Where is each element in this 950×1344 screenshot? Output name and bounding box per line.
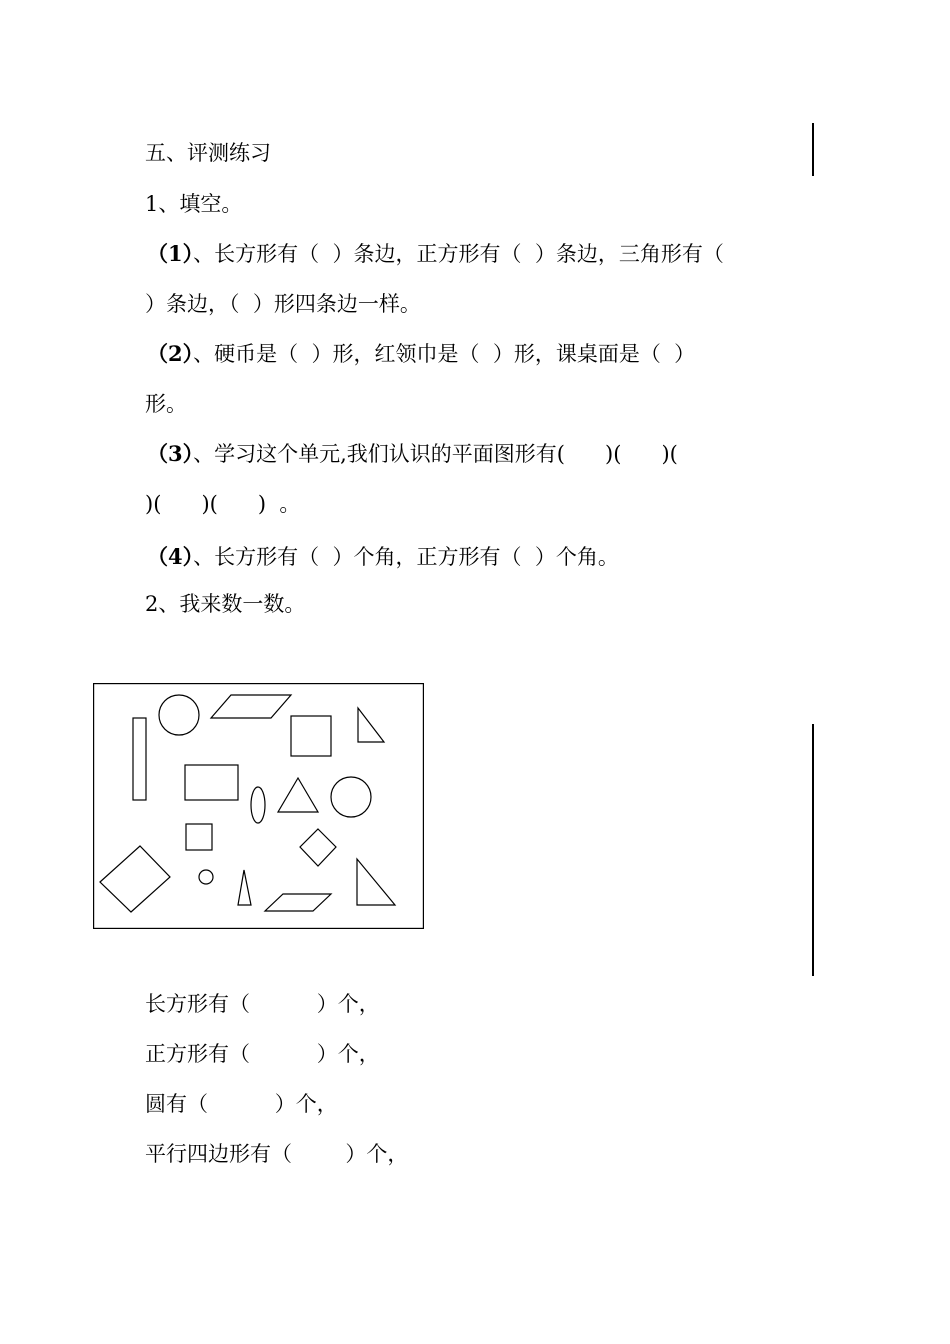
- parallelogram-2: [265, 894, 331, 911]
- q1-item-4-text: 、长方形有（ ）个角，正方形有（ ）个角。: [193, 545, 619, 569]
- right-triangle-1: [358, 708, 384, 742]
- question-1-title: 1、填空。: [145, 192, 243, 216]
- right-triangle-2: [357, 859, 395, 905]
- q1-item-4-number: （4）: [147, 544, 194, 569]
- q1-item-2-line2: 形。: [145, 392, 187, 416]
- q1-item-1-line2: ）条边，（ ）形四条边一样。: [145, 292, 421, 316]
- frame: [94, 684, 424, 929]
- q1-item-2-text: 、硬币是（ ）形，红领巾是（ ）形，课桌面是（ ）: [193, 342, 696, 366]
- shapes-figure: [93, 683, 424, 929]
- square-2: [186, 824, 212, 850]
- circle-2: [331, 777, 371, 817]
- q1-item-3-number: （3）: [147, 441, 194, 466]
- q1-item-1-line1: [147, 242, 724, 266]
- q1-item-1-text: 、长方形有（ ）条边，正方形有（ ）条边，三角形有（: [193, 242, 724, 266]
- circle-1: [159, 695, 199, 735]
- triangle-1: [278, 778, 318, 812]
- q1-item-3-line1: [147, 442, 678, 466]
- square-1: [291, 716, 331, 756]
- answer-rectangle: 长方形有（ ）个，: [145, 992, 380, 1016]
- answer-square: 正方形有（ ）个，: [145, 1042, 380, 1066]
- section-title: 五、评测练习: [145, 141, 271, 165]
- q1-item-3-text: 、学习这个单元,我们认识的平面图形有( )( )(: [193, 442, 678, 466]
- answer-circle: 圆有（ ）个，: [145, 1092, 338, 1116]
- rectangle-1: [185, 765, 238, 800]
- margin-rule-top: [812, 123, 814, 176]
- q1-item-1-number: （1）: [147, 241, 194, 266]
- triangle-thin: [238, 870, 251, 905]
- q1-item-2-line1: [147, 342, 695, 366]
- circle-3: [199, 870, 213, 884]
- question-2-title: 2、我来数一数。: [145, 592, 306, 616]
- q1-item-4-line1: [147, 545, 619, 569]
- ellipse-1: [251, 787, 265, 823]
- rectangle-rotated: [100, 846, 170, 912]
- shapes-svg: [93, 683, 424, 929]
- q1-item-3-line2: )( )( ) 。: [145, 492, 301, 516]
- square-rotated: [300, 829, 336, 866]
- q1-item-2-number: （2）: [147, 341, 194, 366]
- parallelogram-1: [211, 695, 291, 718]
- answer-parallelogram: 平行四边形有（ ）个，: [145, 1142, 409, 1166]
- rectangle-tall: [133, 718, 146, 800]
- margin-rule-bottom: [812, 724, 814, 976]
